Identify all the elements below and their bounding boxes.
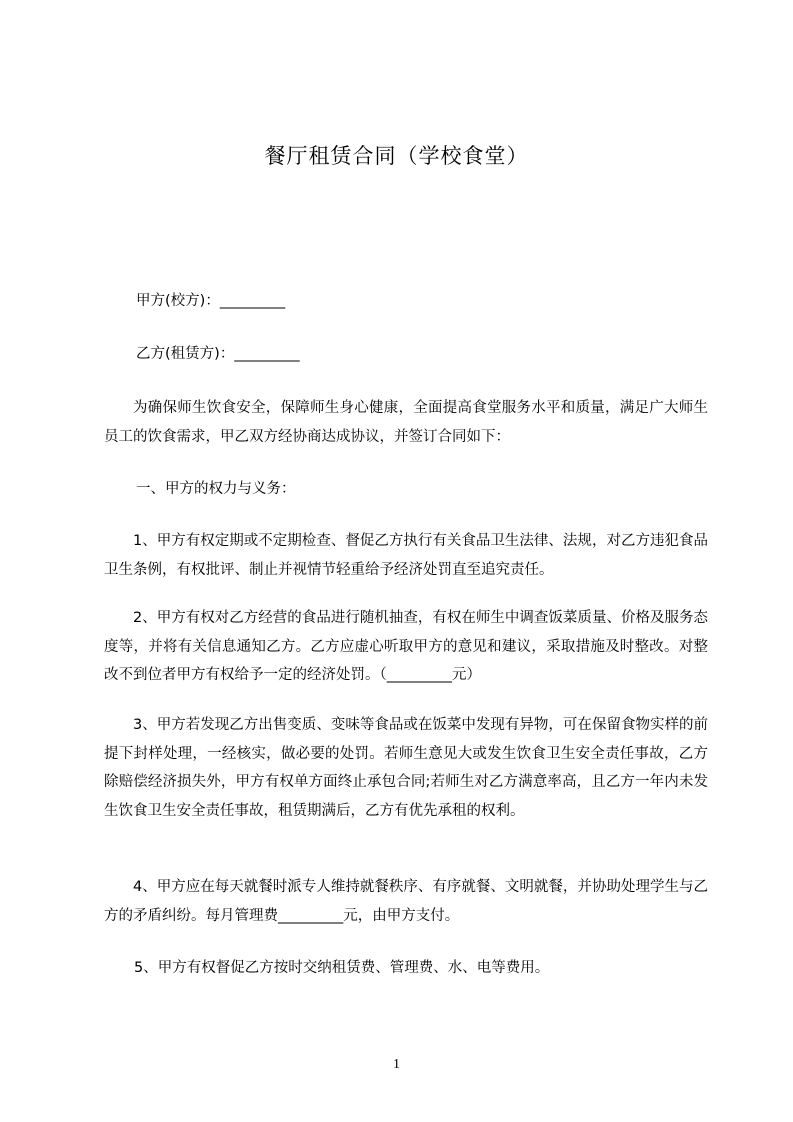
clause-3: 3、甲方若发现乙方出售变质、变味等食品或在饭菜中发现有异物，可在保留食物实样的前提下封样处理，一经核实，做必要的处罚。若师生意见大或发生饮食卫生安全责任事故，乙方除赔偿经济损失外，甲方有权单方面终止承包合同;若师生对乙方满意率高，且乙方一年内未发生饮食卫生安全责任事故，租赁期满后，乙方有优先承租的权利。 xyxy=(104,717,708,819)
page-number: 1 xyxy=(393,1057,400,1072)
party-b-blank: _________ xyxy=(234,346,300,362)
clause-2: 2、甲方有权对乙方经营的食品进行随机抽查，有权在师生中调查饭菜质量、价格及服务态度等，并将有关信息通知乙方。乙方应虚心听取甲方的意见和建议，采取措施及时整改。对整改不到位者甲方有权给予一定的经济处罚。（_________元） xyxy=(104,610,708,683)
section-1-heading: 一、甲方的权力与义务： xyxy=(136,481,296,497)
party-a-blank: _________ xyxy=(219,293,286,309)
party-a-label: 甲方(校方)： xyxy=(136,293,220,309)
party-a-line xyxy=(136,291,292,311)
party-b-label: 乙方(租赁方)： xyxy=(136,346,235,362)
party-b-line xyxy=(136,344,306,364)
clause-4: 4、甲方应在每天就餐时派专人维持就餐秩序、有序就餐、文明就餐，并协助处理学生与乙方的矛盾纠纷。每月管理费_________元，由甲方支付。 xyxy=(104,879,708,924)
document-title: 餐厅租赁合同（学校食堂） xyxy=(264,144,529,168)
clause-1: 1、甲方有权定期或不定期检查、督促乙方执行有关食品卫生法律、法规，对乙方违犯食品卫生条例，有权批评、制止并视情节轻重给予经济处罚直至追究责任。 xyxy=(104,533,708,578)
intro-paragraph: 为确保师生饮食安全，保障师生身心健康，全面提高食堂服务水平和质量，满足广大师生员工的饮食需求，甲乙双方经协商达成协议，并签订合同如下： xyxy=(104,400,708,445)
clause-5: 5、甲方有权督促乙方按时交纳租赁费、管理费、水、电等费用。 xyxy=(134,960,550,976)
